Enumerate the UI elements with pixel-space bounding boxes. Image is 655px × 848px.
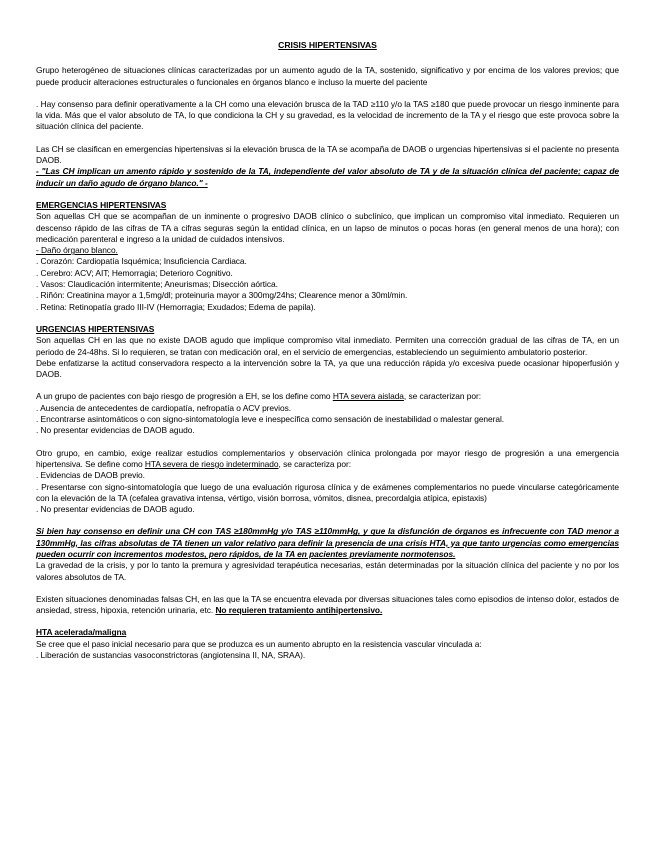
urgencias-text: Son aquellas CH en las que no existe DAOB agudo que implique compromiso vital inmediato. Permiten una corrección gradual de las cifras de TA, en un periodo de 24-48hs. Si lo requieren, se tratan con medicación oral, en el servicio de emergencias, estableciendo un seguimiento ambulatorio posterior. <box>36 335 619 357</box>
grupo2-intro <box>36 448 619 471</box>
urgencias-text-2: Debe enfatizarse la actitud conservadora respecto a la intervención sobre la TA, ya que una reducción rápida y/o excesiva puede ocasionar hipoperfusión y DAOB. <box>36 357 619 380</box>
dano-organo-heading: - Daño órgano blanco. <box>36 245 118 256</box>
grupo1-list <box>36 403 619 437</box>
list-item: . Cerebro: ACV; AIT; Hemorragia; Deterioro Cognitivo. <box>36 267 233 278</box>
list-item: . Ausencia de antecedentes de cardiopatía, nefropatía o ACV previos. <box>36 402 292 413</box>
falsas-term: No requieren tratamiento antihipertensivo. <box>215 605 383 616</box>
grupo2-post: , se caracteriza por: <box>278 458 352 469</box>
urgencias-heading: URGENCIAS HIPERTENSIVAS <box>36 323 155 334</box>
list-item: . Retina: Retinopatía grado III-IV (Hemorragia; Exudados; Edema de papila). <box>36 301 316 312</box>
list-item: . Vasos: Claudicación intermitente; Aneurismas; Disección aórtica. <box>36 279 278 290</box>
acelerada-heading: HTA acelerada/maligna <box>36 627 127 638</box>
list-item: . Liberación de sustancias vasoconstrictoras (angiotensina II, NA, SRAA). <box>36 650 306 661</box>
definition-quote: - "Las CH implican un amento rápido y sostenido de la TA, independiente del valor absoluto de TA y de la situación clínica del paciente; capaz de inducir un daño agudo de órgano blanco." - <box>36 166 619 188</box>
list-item: . Riñón: Creatinina mayor a 1,5mg/dl; proteinuria mayor a 300mg/24hs; Clearence menor a 30ml/min. <box>36 290 408 301</box>
grupo2-list <box>36 470 619 515</box>
consenso-paragraph: Si bien hay consenso en definir una CH con TAS ≥180mmHg y/o TAS ≥110mmHg, y que la disfunción de órganos es infrecuente con TAD menor a 130mmHg, las cifras absolutas de TA tienen un valor relativo para definir la presencia de una crisis HTA, ya que tanto urgencias como emergencias pueden ocurrir con incrementos modestos, pero rápidos, de la TA en pacientes previamente normotensos. <box>36 526 619 559</box>
grupo1-pre: A un grupo de pacientes con bajo riesgo de progresión a EH, se los define como <box>36 391 333 402</box>
document-title: CRISIS HIPERTENSIVAS <box>278 40 377 50</box>
grupo1-intro <box>36 391 619 402</box>
grupo1-post: , se caracterizan por: <box>403 391 482 402</box>
emergencias-text: Son aquellas CH que se acompañan de un inminente o progresivo DAOB clínico o subclínico, que implican un compromiso vital inmediato. Requieren un descenso rápido de las cifras de TA a cifras seguras según la entidad clínica, en un lapso de minutos o pocas horas (en general menos de una hora); con medicación parenteral e ingreso a la unidad de cuidados intensivos. <box>36 211 619 244</box>
list-item: . No presentar evidencias de DAOB agudo. <box>36 425 195 436</box>
falsas-ch-paragraph <box>36 594 619 617</box>
intro-paragraph: Grupo heterogéneo de situaciones clínicas caracterizadas por un aumento agudo de la TA, sostenido, significativo y por encima de los valores previos; que puede producir alteraciones estructurales o funcionales en órganos blanco e incluso la muerte del paciente <box>36 65 619 87</box>
dano-organo-list <box>36 256 619 312</box>
gravedad-paragraph: La gravedad de la crisis, y por lo tanto la premura y agresividad terapéutica necesarias, están determinadas por la situación clínica del paciente y no por los valores absolutos de TA. <box>36 560 619 582</box>
list-item: . Presentarse con signo-sintomatología que luego de una evaluación rigurosa clínica y de exámenes complementarios no puede vincularse categóricamente con la elevación de la TA (cefalea gravativa intensa, vértigo, visión borrosa, vómitos, disnea, precordalgia atípica, epistaxis) <box>36 481 619 503</box>
grupo2-pre: Otro grupo, en cambio, exige realizar estudios complementarios y observación clínica prolongada por mayor riesgo de progresión a una emergencia hipertensiva. Se define como <box>36 447 619 469</box>
list-item: . Corazón: Cardiopatía Isquémica; Insuficiencia Cardiaca. <box>36 256 247 267</box>
grupo2-term: HTA severa de riesgo indeterminado <box>144 458 279 469</box>
document-page <box>36 40 619 661</box>
list-item: . Evidencias de DAOB previo. <box>36 470 145 481</box>
emergencias-heading: EMERGENCIAS HIPERTENSIVAS <box>36 199 167 210</box>
grupo1-term: HTA severa aislada <box>332 391 404 402</box>
list-item: . No presentar evidencias de DAOB agudo. <box>36 504 195 515</box>
consensus-paragraph: . Hay consenso para definir operativamente a la CH como una elevación brusca de la TAD ≥110 y/o la TAS ≥180 que puede provocar un riesgo inminente para la vida. Más que el valor absoluto de TA, lo que condiciona la CH y su gravedad, es la velocidad de incremento de la TA y el riesgo que este provoca sobre la situación clínica del paciente. <box>36 98 619 132</box>
list-item: . Encontrarse asintomáticos o con signo-sintomatología leve e inespecífica como sensación de inestabilidad o malestar general. <box>36 414 505 425</box>
falsas-pre: Existen situaciones denominadas falsas CH, en las que la TA se encuentra elevada por diversas situaciones tales como episodios de intenso dolor, estados de ansiedad, stress, hipoxia, retención urinaria, etc. <box>36 593 619 616</box>
classification-paragraph: Las CH se clasifican en emergencias hipertensivas si la elevación brusca de la TA se acompaña de DAOB o urgencias hipertensivas si el paciente no presenta DAOB. <box>36 143 619 166</box>
acelerada-text: Se cree que el paso inicial necesario para que se produzca es un aumento abrupto en la resistencia vascular vinculada a: <box>36 638 482 649</box>
